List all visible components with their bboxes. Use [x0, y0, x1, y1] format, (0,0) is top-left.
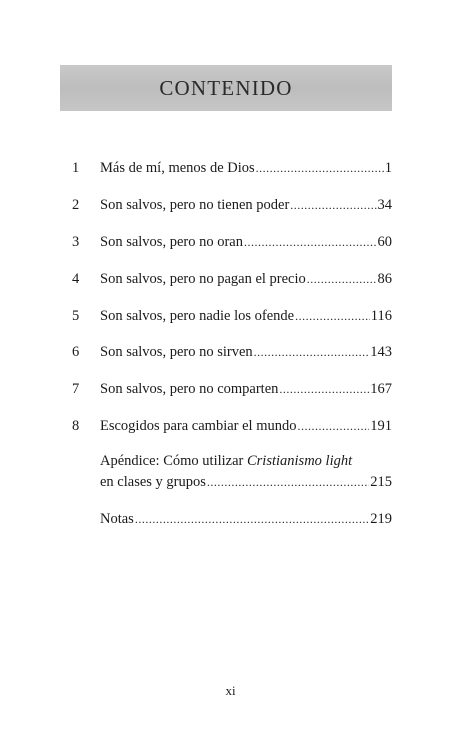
- page-number: 34: [377, 196, 392, 213]
- contents-heading: CONTENIDO: [159, 75, 293, 100]
- page-number: 219: [370, 511, 392, 528]
- dot-leader: [135, 512, 369, 527]
- toc-row: [72, 160, 392, 181]
- chapter-title: Escogidos para cambiar el mundo: [100, 418, 297, 435]
- toc-entry: [100, 271, 392, 288]
- dot-leader: [279, 382, 369, 397]
- chapter-number: 5: [72, 307, 80, 324]
- chapter-number: 1: [72, 160, 80, 176]
- toc-entry: [100, 197, 392, 214]
- table-of-contents: [72, 160, 392, 532]
- toc-entry: [100, 344, 392, 361]
- toc-row: [72, 381, 392, 402]
- toc-entry: [100, 381, 392, 398]
- chapter-number: 6: [72, 344, 80, 361]
- page-number: 86: [377, 270, 392, 287]
- toc-row: [72, 344, 392, 365]
- appendix-title-line: [100, 453, 392, 474]
- toc-entry: [100, 308, 392, 325]
- dot-leader: [207, 475, 369, 490]
- page-number: 215: [370, 474, 392, 491]
- dot-leader: [307, 272, 377, 287]
- notes-entry: [100, 511, 392, 532]
- chapter-number: 8: [72, 418, 80, 435]
- page-number: 116: [370, 307, 392, 324]
- chapter-number: 2: [72, 196, 80, 213]
- toc-entry: [100, 234, 392, 251]
- chapter-title: Son salvos, pero no pagan el precio: [100, 270, 306, 287]
- chapter-title: Más de mí, menos de Dios: [100, 160, 255, 176]
- page-number: 191: [370, 418, 392, 435]
- chapter-number: 7: [72, 381, 80, 398]
- chapter-title: Son salvos, pero no oran: [100, 233, 243, 250]
- chapter-title: Son salvos, pero no tienen poder: [100, 196, 290, 213]
- chapter-number: 3: [72, 233, 80, 250]
- dot-leader: [290, 198, 376, 213]
- chapter-title: Son salvos, pero no sirven: [100, 344, 253, 361]
- chapter-title: Son salvos, pero nadie los ofende: [100, 307, 295, 324]
- toc-row: [72, 234, 392, 255]
- toc-entry: [100, 474, 392, 495]
- page-number: 60: [377, 233, 392, 250]
- toc-row: [72, 418, 392, 439]
- toc-row: [72, 271, 392, 292]
- dot-leader: [254, 345, 370, 360]
- page-folio: xi: [225, 683, 236, 698]
- dot-leader: [295, 309, 370, 324]
- page-number: 167: [370, 381, 392, 398]
- toc-entry: [100, 418, 392, 435]
- appendix-title-prefix: Apéndice: Cómo utilizar: [100, 453, 244, 470]
- contents-banner: [60, 65, 392, 111]
- toc-entry: [100, 160, 392, 177]
- page-number: 1: [384, 160, 392, 176]
- page-number: 143: [370, 344, 392, 361]
- appendix-title-continuation: en clases y grupos: [100, 474, 206, 491]
- dot-leader: [256, 161, 384, 176]
- notes-title: Notas: [100, 511, 134, 528]
- chapter-title: Son salvos, pero no comparten: [100, 381, 279, 398]
- dot-leader: [298, 419, 370, 434]
- chapter-number: 4: [72, 270, 80, 287]
- toc-row: [72, 197, 392, 218]
- dot-leader: [244, 235, 377, 250]
- appendix-entry: [100, 453, 392, 495]
- toc-row: [72, 308, 392, 329]
- appendix-book-title: Cristianismo light: [246, 453, 353, 470]
